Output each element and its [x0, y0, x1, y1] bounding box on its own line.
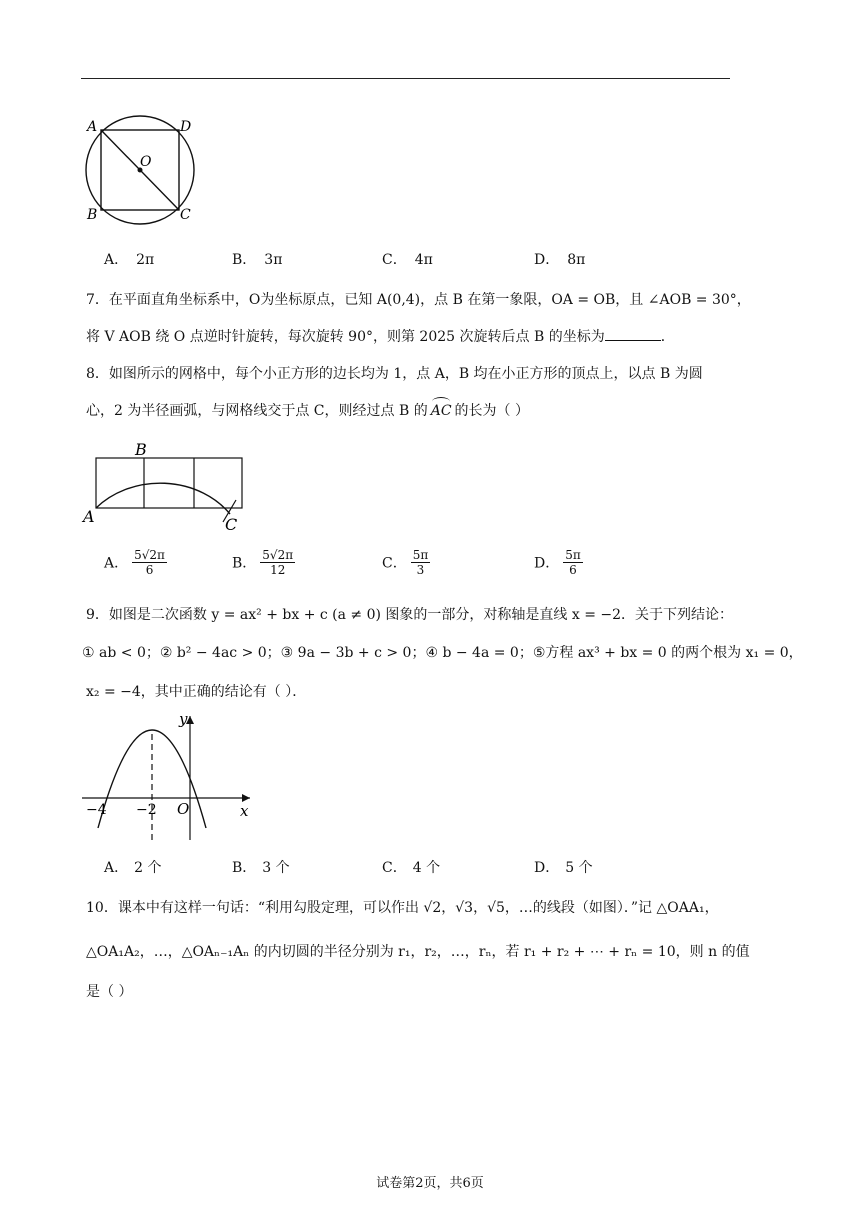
q9-label-o: O: [177, 800, 190, 818]
q8-option-d: D． $\frac{5\pi}{6}$: [534, 548, 581, 577]
q6-label-c: C: [180, 207, 191, 223]
q8-option-b: B． $\frac{5√2\pi}{12}$: [232, 548, 294, 577]
q9-label-neg4: −4: [86, 802, 107, 818]
q9-label-x: x: [240, 802, 249, 820]
q9-parabola-figure: [78, 710, 258, 844]
q6-label-o: O: [140, 154, 152, 170]
q6-option-a: A． 2π: [104, 252, 155, 268]
q6-option-c: C． 4π: [382, 252, 433, 268]
q8-grid-arc-figure: [80, 438, 250, 534]
q9-option-c: C． 4 个: [382, 860, 441, 876]
q8-line-1: 8．如图所示的网格中，每个小正方形的边长均为 1，点 A，B 均在小正方形的顶点上，以点 B 为圆: [86, 366, 703, 382]
q9-line-2: ① ab < 0；② b² − 4ac > 0；③ 9a − 3b + c > 0；④ b − 4a = 0；⑤方程 ax³ + bx = 0 的两个根为 x₁ = 0，: [82, 645, 803, 661]
q6-option-d: D． 8π: [534, 252, 586, 268]
x-axis-arrow: [242, 794, 250, 802]
q8-option-c: C． $\frac{5\pi}{3}$: [382, 548, 429, 577]
q10-line-2: △OA₁A₂，…，△OAₙ₋₁Aₙ 的内切圆的半径分别为 r₁，r₂，…，rₙ，若 r₁ + r₂ + ⋯ + rₙ = 10，则 n 的值: [86, 944, 750, 960]
q10-line-3: 是（ ）: [86, 984, 133, 1000]
q10-line-1: 10．课本中有这样一句话：“利用勾股定理，可以作出 √2，√3，√5，…的线段（如图）．”记 △OAA₁，: [86, 900, 719, 916]
header-rule: [81, 78, 730, 79]
q8-line-2: 心，2 为半径画弧，与网格线交于点 C，则经过点 B 的 AC 的长为（ ）: [86, 400, 529, 420]
q8-label-c: C: [225, 515, 238, 534]
q9-line-1: 9．如图是二次函数 y = ax² + bx + c (a ≠ 0) 图象的一部分，对称轴是直线 x = −2．关于下列结论：: [86, 607, 734, 623]
arc-ac: [96, 483, 230, 514]
q6-option-b: B． 3π: [232, 252, 283, 268]
q9-option-a: A． 2 个: [104, 860, 162, 876]
page-footer: 试卷第2页，共6页: [376, 1176, 484, 1191]
q7-line-1: 7．在平面直角坐标系中，O为坐标原点，已知 A(0,4)，点 B 在第一象限，OA = OB，且 ∠AOB = 30°，: [86, 292, 751, 308]
q6-circle-square-figure: [76, 112, 206, 228]
q9-option-b: B． 3 个: [232, 860, 290, 876]
q6-label-b: B: [87, 207, 98, 223]
q8-label-a: A: [83, 507, 95, 526]
q7-answer-blank: [605, 326, 661, 341]
q9-option-d: D． 5 个: [534, 860, 593, 876]
q9-line-3: x₂ = −4，其中正确的结论有（ ）．: [86, 684, 307, 700]
q8-option-a: A． $\frac{5√2\pi}{6}$: [104, 548, 165, 577]
q9-label-y: y: [179, 710, 188, 728]
q9-label-neg2: −2: [136, 802, 157, 818]
arc-ac-symbol: AC: [431, 403, 452, 419]
q6-label-a: A: [87, 119, 98, 135]
q7-line-2: 将 V AOB 绕 O 点逆时针旋转，每次旋转 90°，则第 2025 次旋转后点 B 的坐标为 ．: [86, 326, 675, 346]
q6-label-d: D: [180, 119, 192, 135]
q8-label-b: B: [135, 440, 147, 459]
